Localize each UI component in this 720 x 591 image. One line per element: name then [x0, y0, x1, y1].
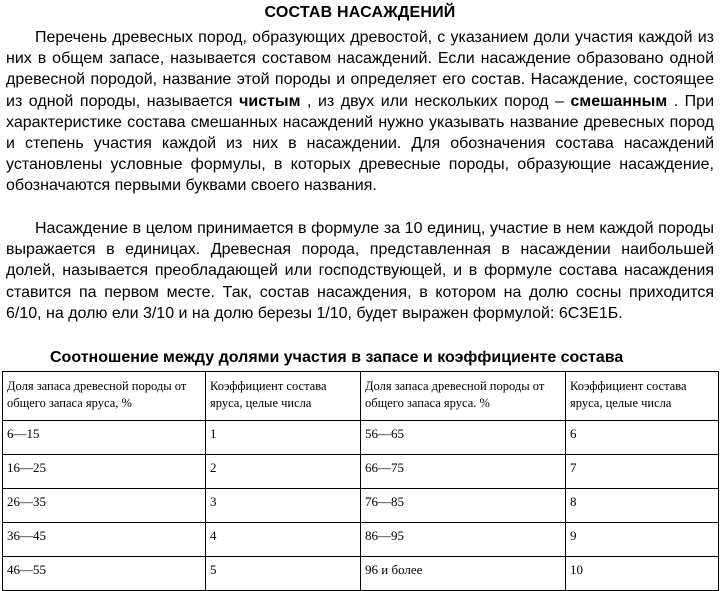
- table-row: [3, 489, 719, 523]
- intro-text-3: . При характеристике состава смешанных насаждений нужно указывать название древесных пород и степень участия каждой из них в насаждении. Для обозначения состава насаждений установлены условные формулы, в которых древесные породы, образующие насаждение, обозначаются первыми буквами своего названия.: [6, 92, 715, 195]
- table-row: [3, 421, 719, 455]
- table-cell: 16—25: [3, 455, 206, 489]
- term-pure: чистым: [239, 92, 301, 110]
- header-cell: Доля запаса древесной породы от общего запаса яруса. %: [361, 372, 566, 421]
- table-row: [3, 557, 719, 591]
- header-cell: Коэффициент состава яруса, целые числа: [206, 372, 361, 421]
- table-title: Соотношение между долями участия в запасе и коэффициенте состава: [50, 349, 624, 366]
- table-cell: 9: [566, 523, 719, 557]
- table-cell: 2: [206, 455, 361, 489]
- table-cell: 66—75: [361, 455, 566, 489]
- header-cell: Коэффициент состава яруса, целые числа: [566, 372, 719, 421]
- table-cell: 56—65: [361, 421, 566, 455]
- intro-text-1: Перечень древесных пород, образующих древостой, с указанием доли участия каждой из них в общем запасе, называется составом насаждений. Если насаждение образовано одной древесной породой, название этой породы и определяет его состав. Насаждение, состоящее из одной породы, называется: [6, 29, 714, 110]
- table-cell: 86—95: [361, 523, 566, 557]
- table-cell: 76—85: [361, 489, 566, 523]
- table-cell: 3: [206, 489, 361, 523]
- table-cell: 36—45: [3, 523, 206, 557]
- table-cell: 26—35: [3, 489, 206, 523]
- intro-text-2: , из двух или нескольких пород –: [300, 92, 571, 110]
- table-cell: 7: [566, 455, 719, 489]
- table-cell: 10: [566, 557, 719, 591]
- term-mixed: смешанным: [570, 92, 668, 110]
- table-cell: 1: [206, 421, 361, 455]
- table-cell: 6: [566, 421, 719, 455]
- table-cell: 4: [206, 523, 361, 557]
- table-header-row: [3, 372, 719, 421]
- page-title: СОСТАВ НАСАЖДЕНИЙ: [264, 4, 456, 21]
- table-cell: 46—55: [3, 557, 206, 591]
- intro-paragraph: [6, 27, 714, 197]
- table-row: [3, 455, 719, 489]
- header-cell: Доля запаса древесной породы от общего запаса яруса, %: [3, 372, 206, 421]
- composition-table: [2, 371, 719, 591]
- table-cell: 96 и более: [361, 557, 566, 591]
- table-cell: 6—15: [3, 421, 206, 455]
- table-cell: 8: [566, 489, 719, 523]
- table-cell: 5: [206, 557, 361, 591]
- formula-paragraph: Насаждение в целом принимается в формуле за 10 единиц, участие в нем каждой породы выражается в единицах. Древесная порода, представленная в насаждении наибольшей долей, называется преобладающей или господствующей, и в формуле состава насаждения ставится па первом месте. Так, состав насаждения, в котором на долю сосны приходится 6/10, на долю ели 3/10 и на долю березы 1/10, будет выражен формулой: 6С3Е1Б.: [6, 220, 714, 322]
